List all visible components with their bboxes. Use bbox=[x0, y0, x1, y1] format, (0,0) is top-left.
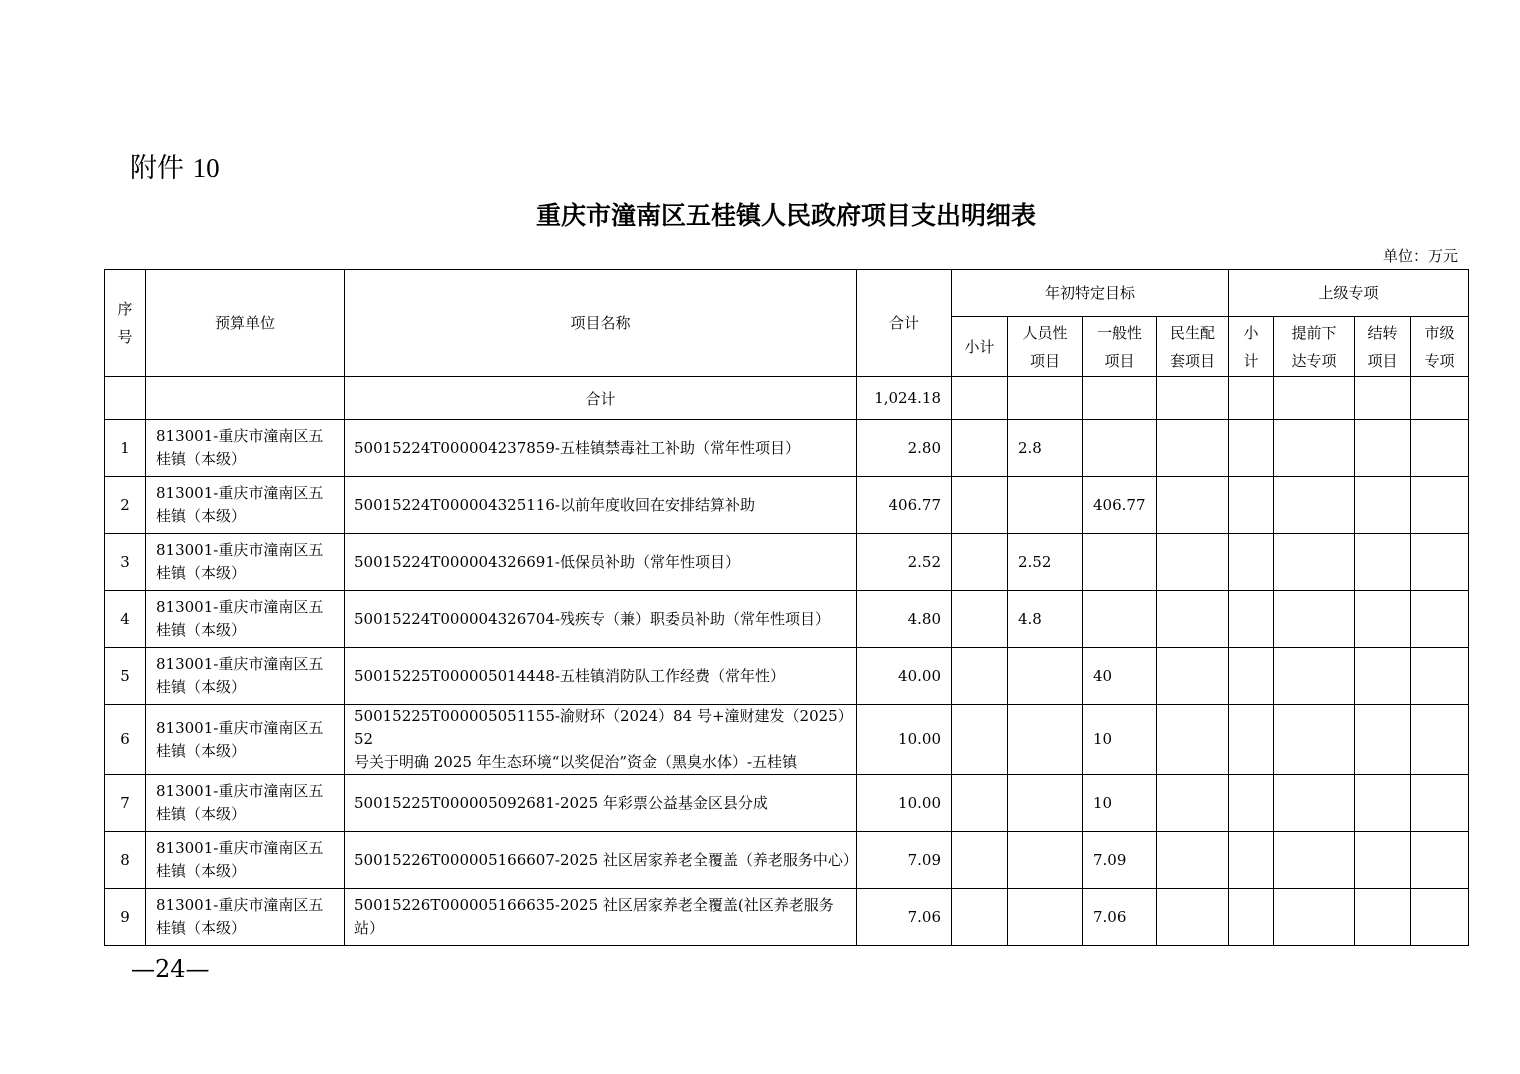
table-row bbox=[105, 534, 1469, 591]
row-empty-cell bbox=[1157, 477, 1229, 534]
total-label: 合计 bbox=[345, 377, 857, 420]
header-general: 一般性 项目 bbox=[1083, 317, 1157, 377]
row-empty-cell bbox=[1274, 889, 1355, 946]
row-budget-unit: 813001-重庆市潼南区五 桂镇（本级） bbox=[146, 591, 345, 648]
row-budget-unit: 813001-重庆市潼南区五 桂镇（本级） bbox=[146, 889, 345, 946]
row-project-name: 50015224T000004237859-五桂镇禁毒社工补助（常年性项目） bbox=[345, 420, 857, 477]
row-initial-subtotal bbox=[952, 477, 1008, 534]
row-budget-unit: 813001-重庆市潼南区五 桂镇（本级） bbox=[146, 648, 345, 705]
row-personnel bbox=[1008, 648, 1083, 705]
row-empty-cell bbox=[1157, 832, 1229, 889]
row-empty-cell bbox=[1411, 534, 1469, 591]
row-total: 406.77 bbox=[857, 477, 952, 534]
row-empty-cell bbox=[1411, 477, 1469, 534]
row-empty-cell bbox=[1157, 534, 1229, 591]
header-total: 合计 bbox=[857, 270, 952, 377]
row-project-name: 50015226T000005166635-2025 社区居家养老全覆盖(社区养老服务站） bbox=[345, 889, 857, 946]
row-empty-cell bbox=[1411, 648, 1469, 705]
row-general: 10 bbox=[1083, 705, 1157, 775]
row-seq: 6 bbox=[105, 705, 146, 775]
row-empty-cell bbox=[1229, 889, 1274, 946]
row-personnel bbox=[1008, 889, 1083, 946]
table-row bbox=[105, 420, 1469, 477]
row-initial-subtotal bbox=[952, 775, 1008, 832]
row-empty-cell bbox=[1229, 477, 1274, 534]
row-empty-cell bbox=[1229, 832, 1274, 889]
table-row bbox=[105, 648, 1469, 705]
row-initial-subtotal bbox=[952, 591, 1008, 648]
row-empty-cell bbox=[1229, 775, 1274, 832]
header-advance: 提前下 达专项 bbox=[1274, 317, 1355, 377]
row-seq: 9 bbox=[105, 889, 146, 946]
row-empty-cell bbox=[1157, 705, 1229, 775]
row-initial-subtotal bbox=[952, 705, 1008, 775]
row-empty-cell bbox=[1157, 775, 1229, 832]
header-superior-subtotal: 小 计 bbox=[1229, 317, 1274, 377]
row-empty-cell bbox=[1157, 591, 1229, 648]
row-total: 40.00 bbox=[857, 648, 952, 705]
row-general: 40 bbox=[1083, 648, 1157, 705]
attachment-label bbox=[130, 146, 220, 185]
row-project-name: 50015225T000005014448-五桂镇消防队工作经费（常年性） bbox=[345, 648, 857, 705]
table-row bbox=[105, 477, 1469, 534]
row-seq: 8 bbox=[105, 832, 146, 889]
row-total: 7.06 bbox=[857, 889, 952, 946]
header-group-initial: 年初特定目标 bbox=[952, 270, 1229, 317]
row-seq: 7 bbox=[105, 775, 146, 832]
row-initial-subtotal bbox=[952, 889, 1008, 946]
row-total: 7.09 bbox=[857, 832, 952, 889]
row-general: 406.77 bbox=[1083, 477, 1157, 534]
row-empty-cell bbox=[1229, 420, 1274, 477]
header-initial-subtotal: 小计 bbox=[952, 317, 1008, 377]
row-empty-cell bbox=[1229, 648, 1274, 705]
row-project-name: 50015225T000005092681-2025 年彩票公益基金区县分成 bbox=[345, 775, 857, 832]
row-empty-cell bbox=[1411, 775, 1469, 832]
header-personnel: 人员性 项目 bbox=[1008, 317, 1083, 377]
table-row bbox=[105, 775, 1469, 832]
row-budget-unit: 813001-重庆市潼南区五 桂镇（本级） bbox=[146, 705, 345, 775]
row-empty-cell bbox=[1355, 534, 1411, 591]
row-total: 2.52 bbox=[857, 534, 952, 591]
row-initial-subtotal bbox=[952, 534, 1008, 591]
row-initial-subtotal bbox=[952, 420, 1008, 477]
row-empty-cell bbox=[1411, 420, 1469, 477]
row-personnel bbox=[1008, 832, 1083, 889]
row-empty-cell bbox=[1355, 889, 1411, 946]
total-row bbox=[105, 377, 1469, 420]
row-total: 10.00 bbox=[857, 705, 952, 775]
row-empty-cell bbox=[1355, 648, 1411, 705]
table-row bbox=[105, 591, 1469, 648]
row-empty-cell bbox=[1274, 648, 1355, 705]
row-empty-cell bbox=[1355, 591, 1411, 648]
row-seq: 1 bbox=[105, 420, 146, 477]
row-empty-cell bbox=[1229, 705, 1274, 775]
header-budget-unit: 预算单位 bbox=[146, 270, 345, 377]
row-empty-cell bbox=[1274, 534, 1355, 591]
row-personnel bbox=[1008, 705, 1083, 775]
row-project-name: 50015224T000004326704-残疾专（兼）职委员补助（常年性项目） bbox=[345, 591, 857, 648]
row-budget-unit: 813001-重庆市潼南区五 桂镇（本级） bbox=[146, 775, 345, 832]
expenditure-table bbox=[104, 269, 1469, 946]
row-initial-subtotal bbox=[952, 832, 1008, 889]
row-budget-unit: 813001-重庆市潼南区五 桂镇（本级） bbox=[146, 832, 345, 889]
row-budget-unit: 813001-重庆市潼南区五 桂镇（本级） bbox=[146, 477, 345, 534]
row-empty-cell bbox=[1355, 705, 1411, 775]
row-general: 7.06 bbox=[1083, 889, 1157, 946]
attachment-label-text: 附件 bbox=[130, 153, 184, 184]
row-seq: 4 bbox=[105, 591, 146, 648]
header-municipal: 市级 专项 bbox=[1411, 317, 1469, 377]
row-empty-cell bbox=[1274, 775, 1355, 832]
row-personnel bbox=[1008, 477, 1083, 534]
row-general bbox=[1083, 591, 1157, 648]
row-empty-cell bbox=[1157, 889, 1229, 946]
header-row-1 bbox=[105, 270, 1469, 317]
row-personnel bbox=[1008, 775, 1083, 832]
row-empty-cell bbox=[1274, 705, 1355, 775]
header-carryover: 结转 项目 bbox=[1355, 317, 1411, 377]
total-amount: 1,024.18 bbox=[857, 377, 952, 420]
row-seq: 2 bbox=[105, 477, 146, 534]
row-empty-cell bbox=[1411, 705, 1469, 775]
row-empty-cell bbox=[1274, 832, 1355, 889]
row-empty-cell bbox=[1411, 889, 1469, 946]
row-empty-cell bbox=[1355, 420, 1411, 477]
row-project-name: 50015226T000005166607-2025 社区居家养老全覆盖（养老服务中心） bbox=[345, 832, 857, 889]
row-project-name: 50015224T000004325116-以前年度收回在安排结算补助 bbox=[345, 477, 857, 534]
row-empty-cell bbox=[1157, 648, 1229, 705]
row-empty-cell bbox=[1229, 534, 1274, 591]
header-livelihood: 民生配 套项目 bbox=[1157, 317, 1229, 377]
row-general bbox=[1083, 420, 1157, 477]
row-budget-unit: 813001-重庆市潼南区五 桂镇（本级） bbox=[146, 534, 345, 591]
row-project-name: 50015225T000005051155-渝财环（2024）84 号+潼财建发（2025）52 号关于明确 2025 年生态环境“以奖促治”资金（黑臭水体）-五桂镇 bbox=[345, 705, 857, 775]
row-personnel: 4.8 bbox=[1008, 591, 1083, 648]
attachment-number: 10 bbox=[192, 153, 220, 183]
row-empty-cell bbox=[1157, 420, 1229, 477]
row-empty-cell bbox=[1274, 591, 1355, 648]
row-total: 10.00 bbox=[857, 775, 952, 832]
row-empty-cell bbox=[1355, 775, 1411, 832]
row-initial-subtotal bbox=[952, 648, 1008, 705]
row-personnel: 2.52 bbox=[1008, 534, 1083, 591]
row-general: 7.09 bbox=[1083, 832, 1157, 889]
row-budget-unit: 813001-重庆市潼南区五 桂镇（本级） bbox=[146, 420, 345, 477]
row-total: 2.80 bbox=[857, 420, 952, 477]
table-row bbox=[105, 832, 1469, 889]
row-empty-cell bbox=[1229, 591, 1274, 648]
page-number: —24— bbox=[131, 955, 210, 983]
unit-note: 单位：万元 bbox=[1382, 247, 1458, 265]
row-empty-cell bbox=[1355, 477, 1411, 534]
row-seq: 5 bbox=[105, 648, 146, 705]
row-project-name: 50015224T000004326691-低保员补助（常年性项目） bbox=[345, 534, 857, 591]
row-empty-cell bbox=[1355, 832, 1411, 889]
row-personnel: 2.8 bbox=[1008, 420, 1083, 477]
row-total: 4.80 bbox=[857, 591, 952, 648]
header-group-superior: 上级专项 bbox=[1229, 270, 1469, 317]
row-empty-cell bbox=[1411, 591, 1469, 648]
row-empty-cell bbox=[1274, 420, 1355, 477]
row-general: 10 bbox=[1083, 775, 1157, 832]
row-seq: 3 bbox=[105, 534, 146, 591]
header-project-name: 项目名称 bbox=[345, 270, 857, 377]
table-row bbox=[105, 889, 1469, 946]
table-row bbox=[105, 705, 1469, 775]
row-general bbox=[1083, 534, 1157, 591]
header-seq: 序 号 bbox=[105, 270, 146, 377]
row-empty-cell bbox=[1411, 832, 1469, 889]
page-title: 重庆市潼南区五桂镇人民政府项目支出明细表 bbox=[535, 201, 1036, 230]
row-empty-cell bbox=[1274, 477, 1355, 534]
